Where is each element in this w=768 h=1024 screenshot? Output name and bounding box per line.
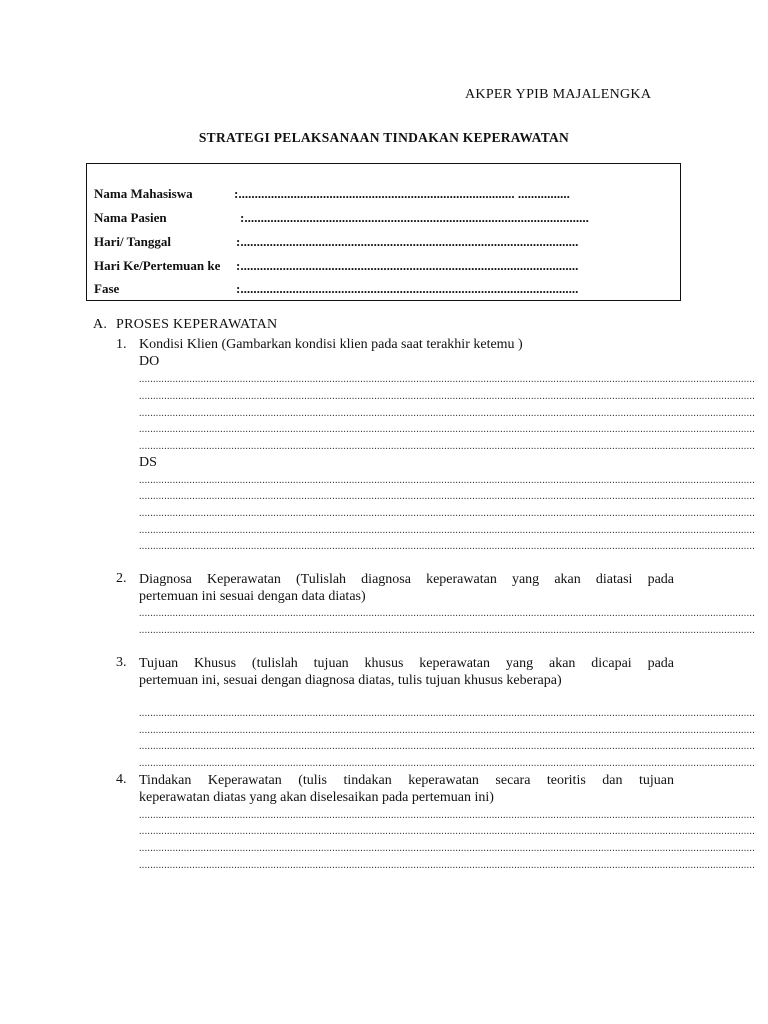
info-label: Hari Ke/Pertemuan ke [94, 258, 221, 273]
writing-line: ............................................................................................................................................................................................................................ [139, 441, 755, 452]
info-value-line: :........................................................................................................ [236, 258, 579, 273]
section-letter: A. [93, 317, 108, 332]
writing-line: ............................................................................................................................................................................................................................ [139, 741, 755, 752]
info-label: Fase [94, 281, 120, 296]
document-title: STRATEGI PELAKSANAAN TINDAKAN KEPERAWATAN [198, 130, 570, 145]
writing-line: ............................................................................................................................................................................................................................ [139, 525, 755, 536]
info-label: Nama Mahasiswa [94, 186, 193, 201]
writing-line: ............................................................................................................................................................................................................................ [139, 625, 755, 636]
student-info-box [86, 163, 681, 301]
writing-line: ............................................................................................................................................................................................................................ [139, 475, 755, 486]
writing-line: ............................................................................................................................................................................................................................ [139, 758, 755, 769]
item-number: 2. [116, 571, 127, 586]
subheading-ds: DS [139, 455, 157, 470]
section-heading [93, 317, 277, 333]
info-value-line: :........................................................................................................ [236, 234, 579, 249]
writing-line: ............................................................................................................................................................................................................................ [139, 541, 755, 552]
item-text-line: keperawatan diatas yang akan diselesaikan pada pertemuan ini) [139, 790, 494, 805]
item-text: Kondisi Klien (Gambarkan kondisi klien pada saat terakhir ketemu ) [139, 337, 523, 352]
writing-line: ............................................................................................................................................................................................................................ [139, 725, 755, 736]
writing-line: ............................................................................................................................................................................................................................ [139, 391, 755, 402]
writing-line: ............................................................................................................................................................................................................................ [139, 374, 755, 385]
writing-line: ............................................................................................................................................................................................................................ [139, 860, 755, 871]
item-number: 3. [116, 655, 127, 670]
info-value-line: :.......................................................................................................... [240, 210, 589, 225]
writing-line: ............................................................................................................................................................................................................................ [139, 424, 755, 435]
item-text-line: Tujuan Khusus (tulislah tujuan khusus keperawatan yang akan dicapai pada [139, 656, 674, 671]
writing-line: ............................................................................................................................................................................................................................ [139, 508, 755, 519]
item-text-line: pertemuan ini sesuai dengan data diatas) [139, 589, 366, 604]
section-title: PROSES KEPERAWATAN [116, 317, 278, 332]
writing-line: ............................................................................................................................................................................................................................ [139, 491, 755, 502]
item-text [139, 772, 674, 806]
writing-line: ............................................................................................................................................................................................................................ [139, 408, 755, 419]
info-label: Nama Pasien [94, 210, 167, 225]
item-text [139, 655, 674, 689]
item-number: 1. [116, 337, 127, 352]
writing-line: ............................................................................................................................................................................................................................ [139, 708, 755, 719]
info-value-line: :........................................................................................................ [236, 281, 579, 296]
item-text-line: pertemuan ini, sesuai dengan diagnosa diatas, tulis tujuan khusus keberapa) [139, 673, 562, 688]
institution-name: AKPER YPIB MAJALENGKA [465, 87, 652, 102]
writing-line: ............................................................................................................................................................................................................................ [139, 608, 755, 619]
item-text-line: Tindakan Keperawatan (tulis tindakan keperawatan secara teoritis dan tujuan [139, 773, 674, 788]
subheading-do: DO [139, 354, 160, 369]
writing-line: ............................................................................................................................................................................................................................ [139, 843, 755, 854]
info-value-line: :..................................................................................... ................ [234, 186, 570, 201]
item-number: 4. [116, 772, 127, 787]
writing-line: ............................................................................................................................................................................................................................ [139, 826, 755, 837]
item-text [139, 571, 674, 605]
info-label: Hari/ Tanggal [94, 234, 171, 249]
writing-line: ............................................................................................................................................................................................................................ [139, 810, 755, 821]
item-text-line: Diagnosa Keperawatan (Tulislah diagnosa keperawatan yang akan diatasi pada [139, 572, 674, 587]
